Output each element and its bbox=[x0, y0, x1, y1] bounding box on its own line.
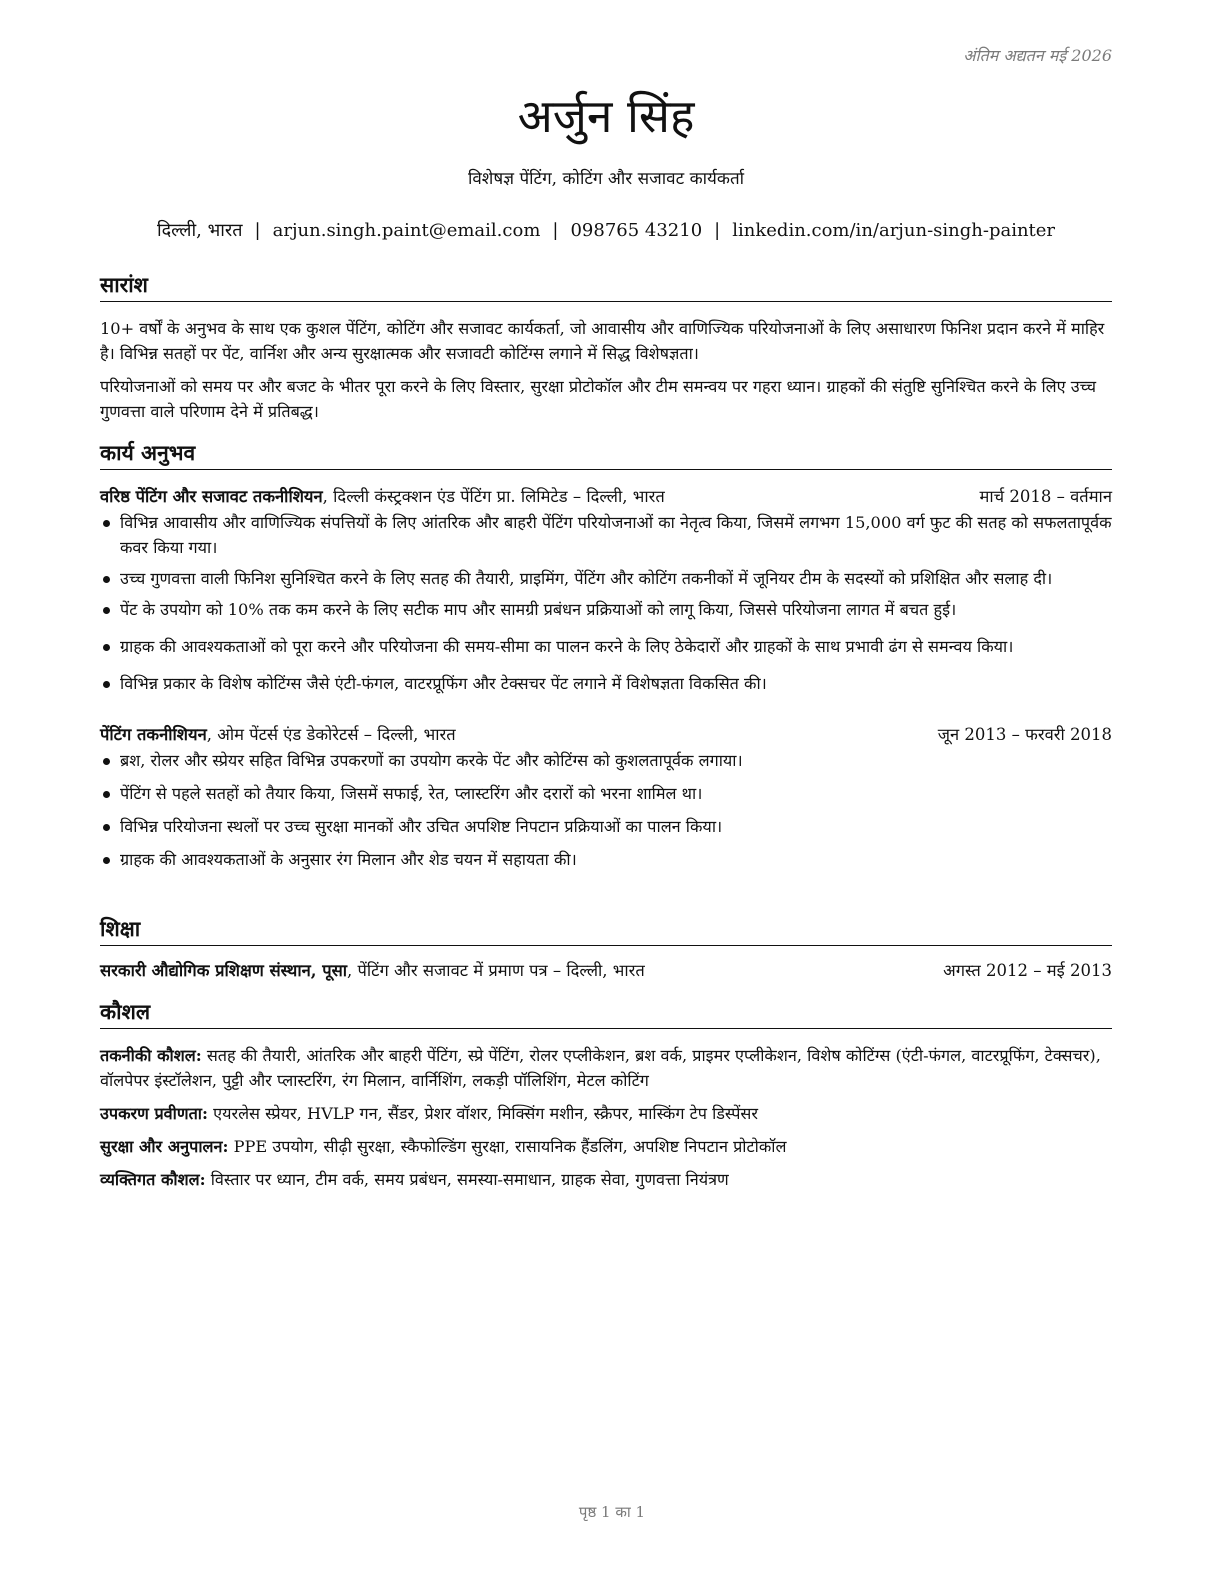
candidate-name: अर्जुन सिंह bbox=[517, 89, 695, 143]
skill-line bbox=[100, 1101, 1112, 1126]
education-entry bbox=[100, 958, 1112, 984]
job-role: पेंटिंग तकनीशियन bbox=[100, 725, 207, 744]
bullet-icon bbox=[103, 758, 110, 765]
section-title-education: शिक्षा bbox=[100, 914, 1112, 946]
section-title-summary: सारांश bbox=[100, 270, 1112, 302]
phone-number: 098765 43210 bbox=[570, 220, 703, 241]
job-bullets bbox=[100, 510, 1112, 696]
job-role: वरिष्ठ पेंटिंग और सजावट तकनीशियन bbox=[100, 487, 323, 506]
job-bullets bbox=[100, 748, 1112, 872]
job-header bbox=[100, 484, 1112, 510]
education-detail: , पेंटिंग और सजावट में प्रमाण पत्र – दिल्ली, भारत bbox=[347, 961, 645, 980]
separator: | bbox=[254, 220, 261, 241]
bullet-text: ग्राहक की आवश्यकताओं के अनुसार रंग मिलान और शेड चयन में सहायता की। bbox=[120, 850, 577, 869]
bullet-icon bbox=[103, 857, 110, 864]
bullet-icon bbox=[103, 824, 110, 831]
job-company: , दिल्ली कंस्ट्रक्शन एंड पेंटिंग प्रा. लिमिटेड – दिल्ली, भारत bbox=[322, 487, 665, 506]
summary-section bbox=[100, 270, 1112, 424]
skill-text: एयरलेस स्प्रेयर, HVLP गन, सैंडर, प्रेशर वॉशर, मिक्सिंग मशीन, स्क्रैपर, मास्किंग टेप डिस्पेंसर bbox=[207, 1104, 758, 1123]
skill-text: PPE उपयोग, सीढ़ी सुरक्षा, स्कैफोल्डिंग सुरक्षा, रासायनिक हैंडलिंग, अपशिष्ट निपटान प्रोटोकॉल bbox=[228, 1137, 787, 1156]
job-dates: जून 2013 – फरवरी 2018 bbox=[937, 725, 1112, 744]
list-item bbox=[100, 510, 1112, 560]
bullet-text: ब्रश, रोलर और स्प्रेयर सहित विभिन्न उपकरणों का उपयोग करके पेंट और कोटिंग्स को कुशलतापूर्वक लगाया। bbox=[120, 751, 743, 770]
separator: | bbox=[714, 220, 721, 241]
location: दिल्ली, भारत bbox=[156, 220, 243, 241]
bullet-text: विभिन्न आवासीय और वाणिज्यिक संपत्तियों के लिए आंतरिक और बाहरी पेंटिंग परियोजनाओं का नेतृत्व किया, जिसमें लगभग 15,000 वर्ग फुट की सतह को सफलतापूर्वक कवर किया गया। bbox=[120, 513, 1112, 557]
education-title-line bbox=[100, 958, 645, 984]
list-item bbox=[100, 748, 1112, 773]
skill-line bbox=[100, 1134, 1112, 1159]
summary-paragraph: परियोजनाओं को समय पर और बजट के भीतर पूरा करने के लिए विस्तार, सुरक्षा प्रोटोकॉल और टीम समन्वय पर गहरा ध्यान। ग्राहकों की संतुष्टि सुनिश्चित करने के लिए उच्च गुणवत्ता वाले परिणाम देने में प्रतिबद्ध। bbox=[100, 377, 1096, 421]
last-updated: अंतिम अद्यतन मई 2026 bbox=[963, 46, 1112, 65]
bullet-icon bbox=[103, 520, 110, 527]
job-title-line bbox=[100, 484, 665, 510]
list-item bbox=[100, 814, 1112, 839]
tagline: विशेषज्ञ पेंटिंग, कोटिंग और सजावट कार्यकर्ता bbox=[467, 169, 745, 189]
skill-label: व्यक्तिगत कौशल: bbox=[100, 1170, 206, 1189]
bullet-text: पेंटिंग से पहले सतहों को तैयार किया, जिसमें सफाई, रेत, प्लास्टरिंग और दरारों को भरना शामिल था। bbox=[120, 784, 703, 803]
bullet-text: पेंट के उपयोग को 10% तक कम करने के लिए सटीक माप और सामग्री प्रबंधन प्रक्रियाओं को लागू किया, जिससे परियोजना लागत में बचत हुई। bbox=[120, 600, 957, 619]
email-link[interactable]: arjun.singh.paint@email.com bbox=[272, 220, 541, 241]
bullet-icon bbox=[103, 791, 110, 798]
skill-label: तकनीकी कौशल: bbox=[100, 1046, 202, 1065]
contact-line bbox=[100, 218, 1112, 244]
linkedin-link[interactable]: linkedin.com/in/arjun-singh-painter bbox=[732, 220, 1056, 241]
skill-line bbox=[100, 1043, 1112, 1093]
skill-text: सतह की तैयारी, आंतरिक और बाहरी पेंटिंग, स्प्रे पेंटिंग, रोलर एप्लीकेशन, ब्रश वर्क, प्राइमर एप्लीकेशन, विशेष कोटिंग्स (एंटी-फंगल, वाटरप्रूफिंग, टेक्सचर), वॉलपेपर इंस्टॉलेशन, पुट्टी और प्लास्टरिंग, रंग मिलान, वार्निशिंग, लकड़ी पॉलिशिंग, मेटल कोटिंग bbox=[100, 1046, 1101, 1090]
job-header bbox=[100, 722, 1112, 748]
section-title-experience: कार्य अनुभव bbox=[100, 438, 1112, 470]
skill-label: सुरक्षा और अनुपालन: bbox=[100, 1137, 229, 1156]
institution-name: सरकारी औद्योगिक प्रशिक्षण संस्थान, पूसा bbox=[100, 961, 348, 980]
resume-page bbox=[100, 0, 1112, 1584]
summary-paragraph: 10+ वर्षों के अनुभव के साथ एक कुशल पेंटिंग, कोटिंग और सजावट कार्यकर्ता, जो आवासीय और वाणिज्यिक परियोजनाओं के लिए असाधारण फिनिश प्रदान करने में माहिर है। विभिन्न सतहों पर पेंट, वार्निश और अन्य सुरक्षात्मक और सजावटी कोटिंग्स लगाने में सिद्ध विशेषज्ञता। bbox=[100, 319, 1105, 363]
job-dates: मार्च 2018 – वर्तमान bbox=[979, 487, 1112, 506]
job-company: , ओम पेंटर्स एंड डेकोरेटर्स – दिल्ली, भारत bbox=[206, 725, 456, 744]
section-title-skills: कौशल bbox=[100, 997, 1112, 1029]
skills-section bbox=[100, 997, 1112, 1192]
experience-section bbox=[100, 438, 1112, 872]
separator: | bbox=[552, 220, 559, 241]
education-section bbox=[100, 914, 1112, 984]
bullet-icon bbox=[103, 576, 110, 583]
skill-label: उपकरण प्रवीणता: bbox=[100, 1104, 208, 1123]
list-item bbox=[100, 847, 1112, 872]
list-item bbox=[100, 597, 1112, 622]
education-dates: अगस्त 2012 – मई 2013 bbox=[943, 961, 1112, 980]
skill-text: विस्तार पर ध्यान, टीम वर्क, समय प्रबंधन, समस्या-समाधान, ग्राहक सेवा, गुणवत्ता नियंत्रण bbox=[205, 1170, 729, 1189]
bullet-text: विभिन्न परियोजना स्थलों पर उच्च सुरक्षा मानकों और उचित अपशिष्ट निपटान प्रक्रियाओं का पालन किया। bbox=[120, 817, 723, 836]
skill-line bbox=[100, 1167, 1112, 1192]
bullet-icon bbox=[103, 607, 110, 614]
list-item bbox=[100, 671, 1112, 696]
list-item bbox=[100, 634, 1112, 659]
bullet-icon bbox=[103, 644, 110, 651]
list-item bbox=[100, 566, 1112, 591]
page-number: पृष्ठ 1 का 1 bbox=[578, 1503, 646, 1521]
list-item bbox=[100, 781, 1112, 806]
bullet-text: ग्राहक की आवश्यकताओं को पूरा करने और परियोजना की समय-सीमा का पालन करने के लिए ठेकेदारों और ग्राहकों के साथ प्रभावी ढंग से समन्वय किया। bbox=[120, 637, 1014, 656]
job-title-line bbox=[100, 722, 456, 748]
bullet-icon bbox=[103, 681, 110, 688]
bullet-text: उच्च गुणवत्ता वाली फिनिश सुनिश्चित करने के लिए सतह की तैयारी, प्राइमिंग, पेंटिंग और कोटिंग तकनीकों में जूनियर टीम के सदस्यों को प्रशिक्षित और सलाह दी। bbox=[120, 569, 1053, 588]
bullet-text: विभिन्न प्रकार के विशेष कोटिंग्स जैसे एंटी-फंगल, वाटरप्रूफिंग और टेक्सचर पेंट लगाने में विशेषज्ञता विकसित की। bbox=[120, 674, 767, 693]
